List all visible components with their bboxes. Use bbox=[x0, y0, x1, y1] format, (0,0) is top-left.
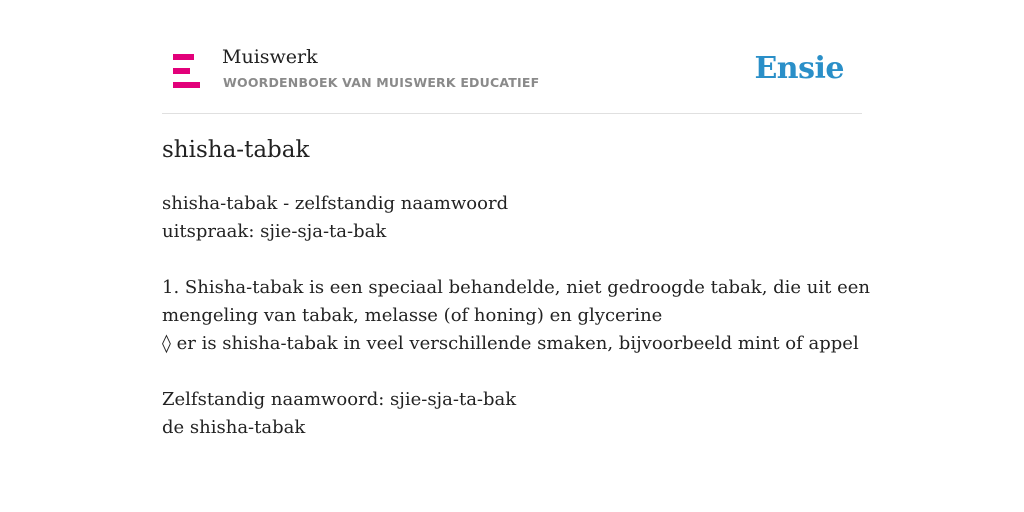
brand-subtitle: WOORDENBOEK VAN MUISWERK EDUCATIEF bbox=[223, 75, 540, 90]
brand-name[interactable]: Muiswerk bbox=[222, 46, 318, 68]
logo-bar-bottom bbox=[173, 82, 200, 88]
definition-line: mengeling van tabak, melasse (of honing) en glycerine bbox=[162, 305, 663, 326]
header bbox=[162, 0, 862, 114]
definition-body bbox=[162, 190, 871, 442]
definition-line: uitspraak: sjie-sja-ta-bak bbox=[162, 221, 387, 242]
definition-line: ◊ er is shisha-tabak in veel verschillende smaken, bijvoorbeeld mint of appel bbox=[162, 333, 859, 354]
definition-line: shisha-tabak - zelfstandig naamwoord bbox=[162, 193, 509, 214]
definition-line bbox=[162, 358, 862, 386]
definition-line: 1. Shisha-tabak is een speciaal behandelde, niet gedroogde tabak, die uit een bbox=[162, 277, 871, 298]
logo-bar-top bbox=[173, 54, 194, 60]
definition-line: de shisha-tabak bbox=[162, 417, 306, 438]
definition-line bbox=[162, 246, 862, 274]
logo-bar-middle bbox=[173, 68, 190, 74]
entry-title: shisha-tabak bbox=[162, 137, 310, 163]
page-container bbox=[162, 0, 871, 438]
ensie-logo[interactable]: Ensie bbox=[754, 51, 844, 86]
muiswerk-logo-icon[interactable] bbox=[173, 54, 200, 88]
definition-line: Zelfstandig naamwoord: sjie-sja-ta-bak bbox=[162, 389, 517, 410]
